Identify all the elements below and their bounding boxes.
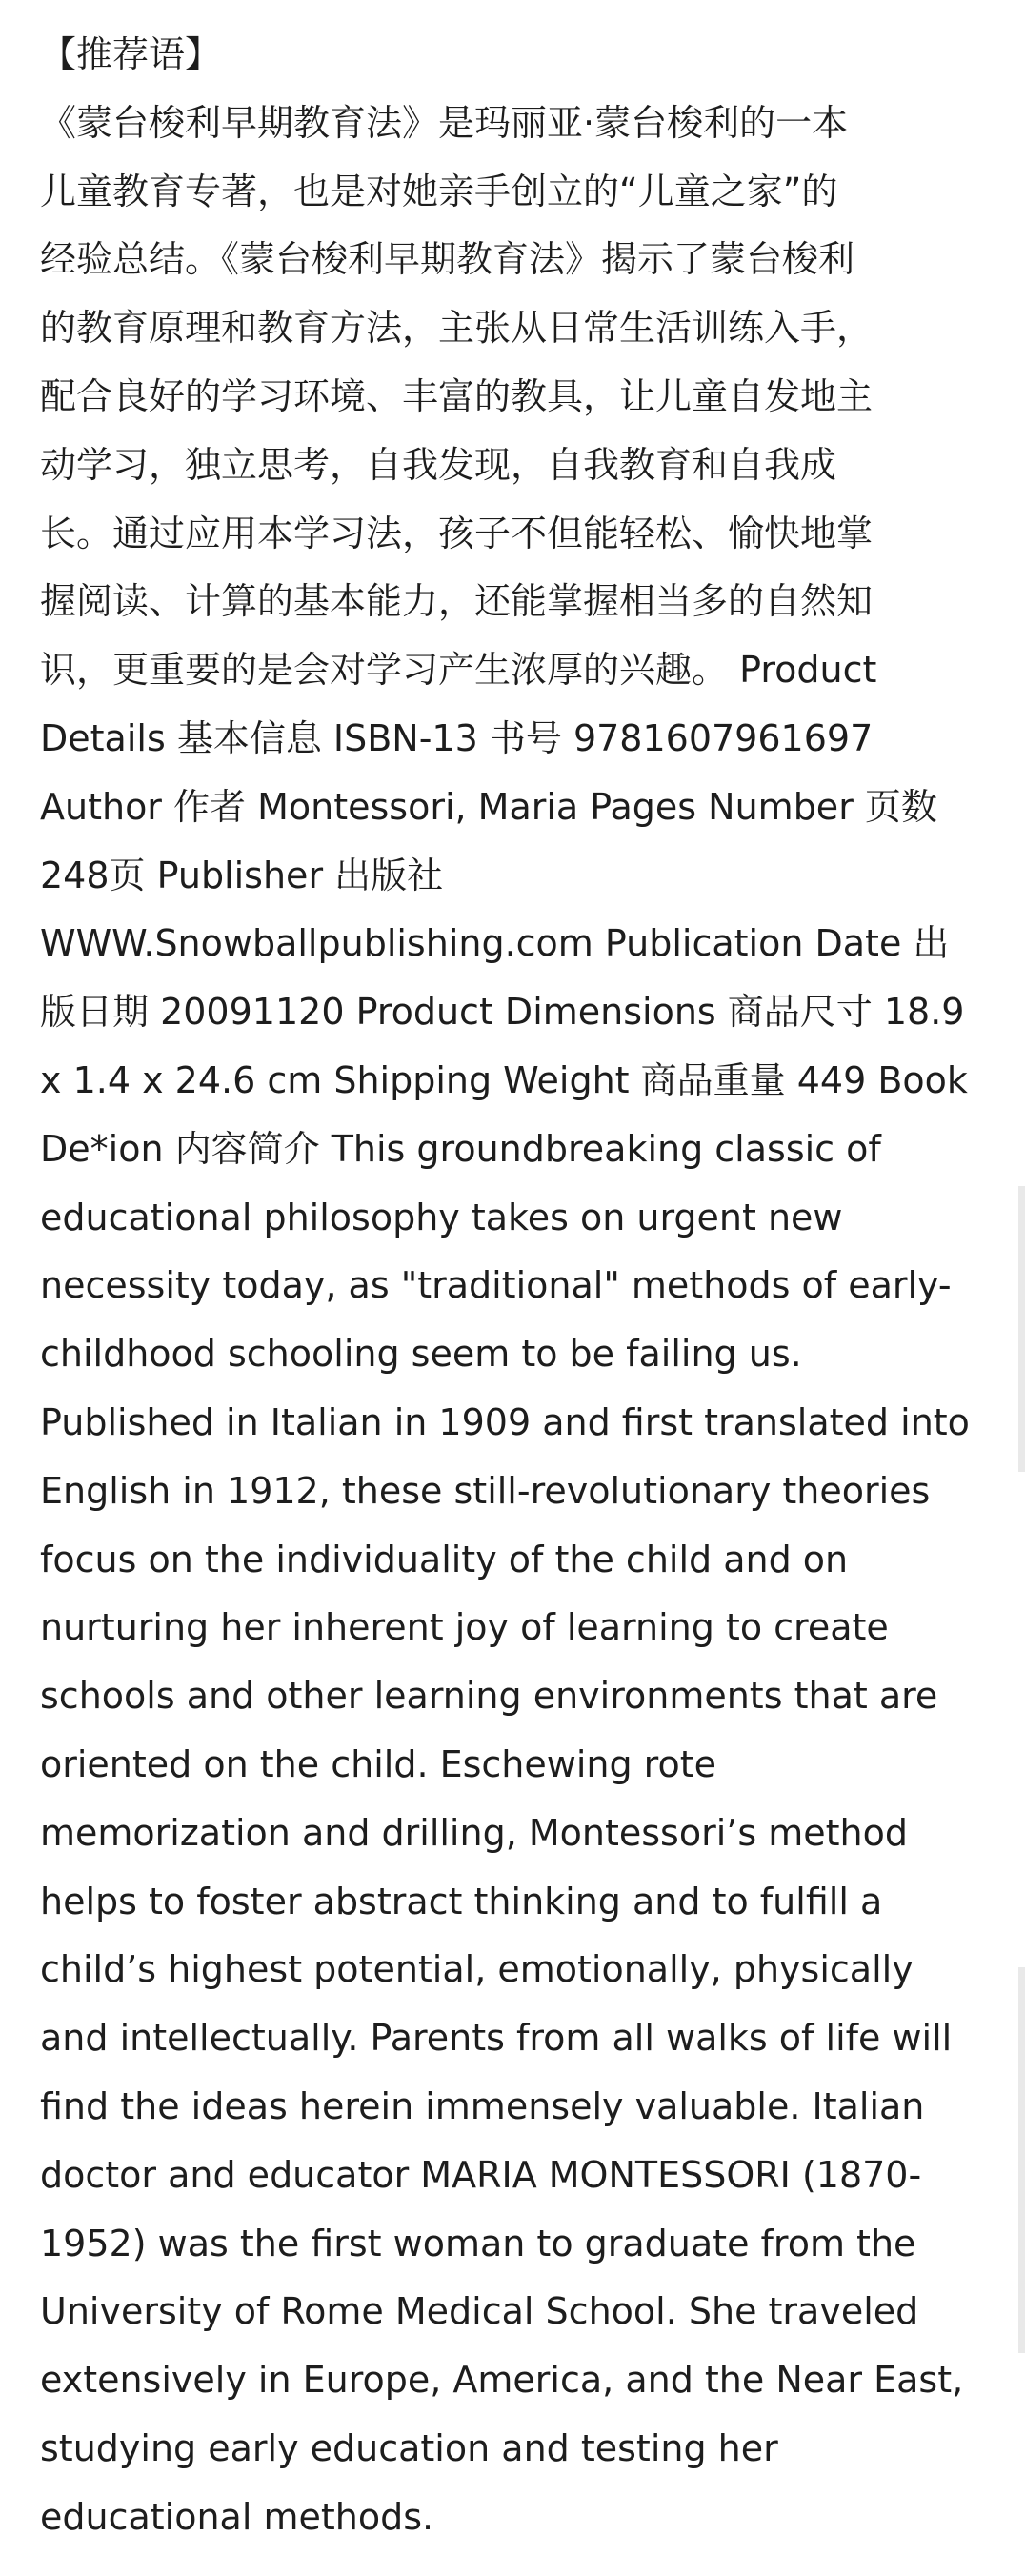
text-line: 儿童教育专著，也是对她亲手创立的“儿童之家”的 bbox=[40, 170, 838, 212]
text-line: schools and other learning environments that are bbox=[40, 1675, 938, 1718]
text-line: 配合良好的学习环境、丰富的教具，让儿童自发地主 bbox=[40, 374, 874, 417]
text-line: Details 基本信息 ISBN-13 书号 9781607961697 bbox=[40, 716, 874, 759]
text-line: University of Rome Medical School. She traveled bbox=[40, 2290, 919, 2333]
text-line: helps to foster abstract thinking and to fulfill a bbox=[40, 1880, 883, 1922]
text-line: 《蒙台梭利早期教育法》是玛丽亚·蒙台梭利的一本 bbox=[40, 101, 849, 144]
text-line: English in 1912, these still-revolutionary theories bbox=[40, 1469, 931, 1512]
text-line: doctor and educator MARIA MONTESSORI (1870- bbox=[40, 2153, 922, 2196]
article-text bbox=[40, 21, 1002, 2551]
text-line: 动学习，独立思考，自我发现，自我教育和自我成 bbox=[40, 443, 837, 486]
text-line: De*ion 内容简介 This groundbreaking classic of bbox=[40, 1127, 881, 1170]
text-line: necessity today, as "traditional" methods of early- bbox=[40, 1264, 952, 1307]
text-line: 248页 Publisher 出版社 bbox=[40, 854, 444, 896]
text-line: 版日期 20091120 Product Dimensions 商品尺寸 18.9 bbox=[40, 991, 965, 1034]
text-line: child’s highest potential, emotionally, physically bbox=[40, 1948, 914, 1991]
text-line: and intellectually. Parents from all walks of life will bbox=[40, 2017, 953, 2060]
text-line: childhood schooling seem to be failing us. bbox=[40, 1333, 802, 1376]
text-line: Published in Italian in 1909 and first translated into bbox=[40, 1400, 970, 1443]
text-line: 长。通过应用本学习法，孩子不但能轻松、愉快地掌 bbox=[40, 512, 874, 554]
text-line: x 1.4 x 24.6 cm Shipping Weight 商品重量 449 Book bbox=[40, 1058, 968, 1101]
text-line: studying early education and testing her bbox=[40, 2426, 778, 2469]
text-line: 握阅读、计算的基本能力，还能掌握相当多的自然知 bbox=[40, 580, 874, 623]
text-line: educational methods. bbox=[40, 2495, 434, 2538]
text-line: 1952) was the first woman to graduate from the bbox=[40, 2222, 916, 2264]
scrollbar-track[interactable] bbox=[1018, 1967, 1025, 2353]
scrollbar-track[interactable] bbox=[1018, 1186, 1025, 1472]
text-line: oriented on the child. Eschewing rote bbox=[40, 1742, 716, 1785]
text-line: 经验总结。《蒙台梭利早期教育法》揭示了蒙台梭利 bbox=[40, 238, 855, 281]
text-line: WWW.Snowballpublishing.com Publication Date 出 bbox=[40, 922, 950, 965]
text-line: extensively in Europe, America, and the Near East, bbox=[40, 2359, 964, 2402]
text-line: memorization and drilling, Montessori’s method bbox=[40, 1811, 908, 1854]
text-line: 的教育原理和教育方法，主张从日常生活训练入手， bbox=[40, 307, 874, 350]
text-line: focus on the individuality of the child and on bbox=[40, 1538, 849, 1580]
recommendation-heading: 【推荐语】 bbox=[40, 33, 222, 75]
text-line: 识，更重要的是会对学习产生浓厚的兴趣。 Product bbox=[40, 649, 877, 692]
text-line: nurturing her inherent joy of learning to create bbox=[40, 1606, 889, 1649]
text-line: Author 作者 Montessori, Maria Pages Number 页数 bbox=[40, 785, 937, 828]
text-line: educational philosophy takes on urgent new bbox=[40, 1196, 843, 1238]
text-line: find the ideas herein immensely valuable. Italian bbox=[40, 2084, 925, 2127]
